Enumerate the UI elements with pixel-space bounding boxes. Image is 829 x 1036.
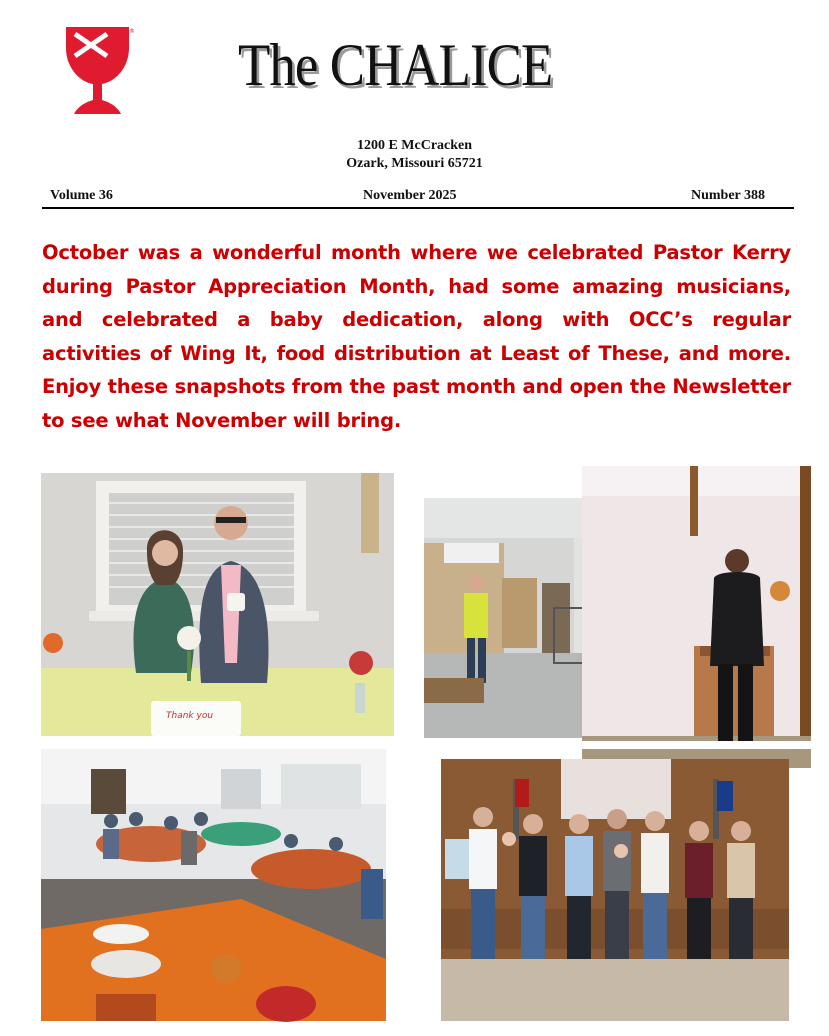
volume-label: Volume 36: [50, 188, 113, 203]
address-line1: 1200 E McCracken: [356, 138, 473, 153]
issue-date: November 2025: [363, 188, 457, 203]
chalice-logo-icon: [63, 26, 133, 118]
masthead-title: The CHALICE: [238, 32, 553, 98]
svg-text:®: ®: [129, 28, 135, 35]
baby-dedication-photo: [441, 759, 789, 1021]
intro-paragraph: October was a wonderful month where we celebrated Pastor Kerry during Pastor Appreciation Month, had some amazing musicians, and celebrated a baby dedication, along with OCC’s regular activities of Wing It, food distribution at Least of These, and more. Enjoy these snapshots from the past month and open the Newsletter to see what November will bring.: [42, 241, 791, 432]
fellowship-dinner-photo: [41, 749, 386, 1021]
svg-text:Thank you: Thank you: [166, 711, 214, 721]
issue-number: Number 388: [691, 188, 766, 203]
pastor-appreciation-photo: [41, 473, 394, 736]
header-divider: [42, 207, 794, 209]
musician-performance-photo: [582, 466, 811, 768]
address-line2: Ozark, Missouri 65721: [346, 156, 483, 171]
